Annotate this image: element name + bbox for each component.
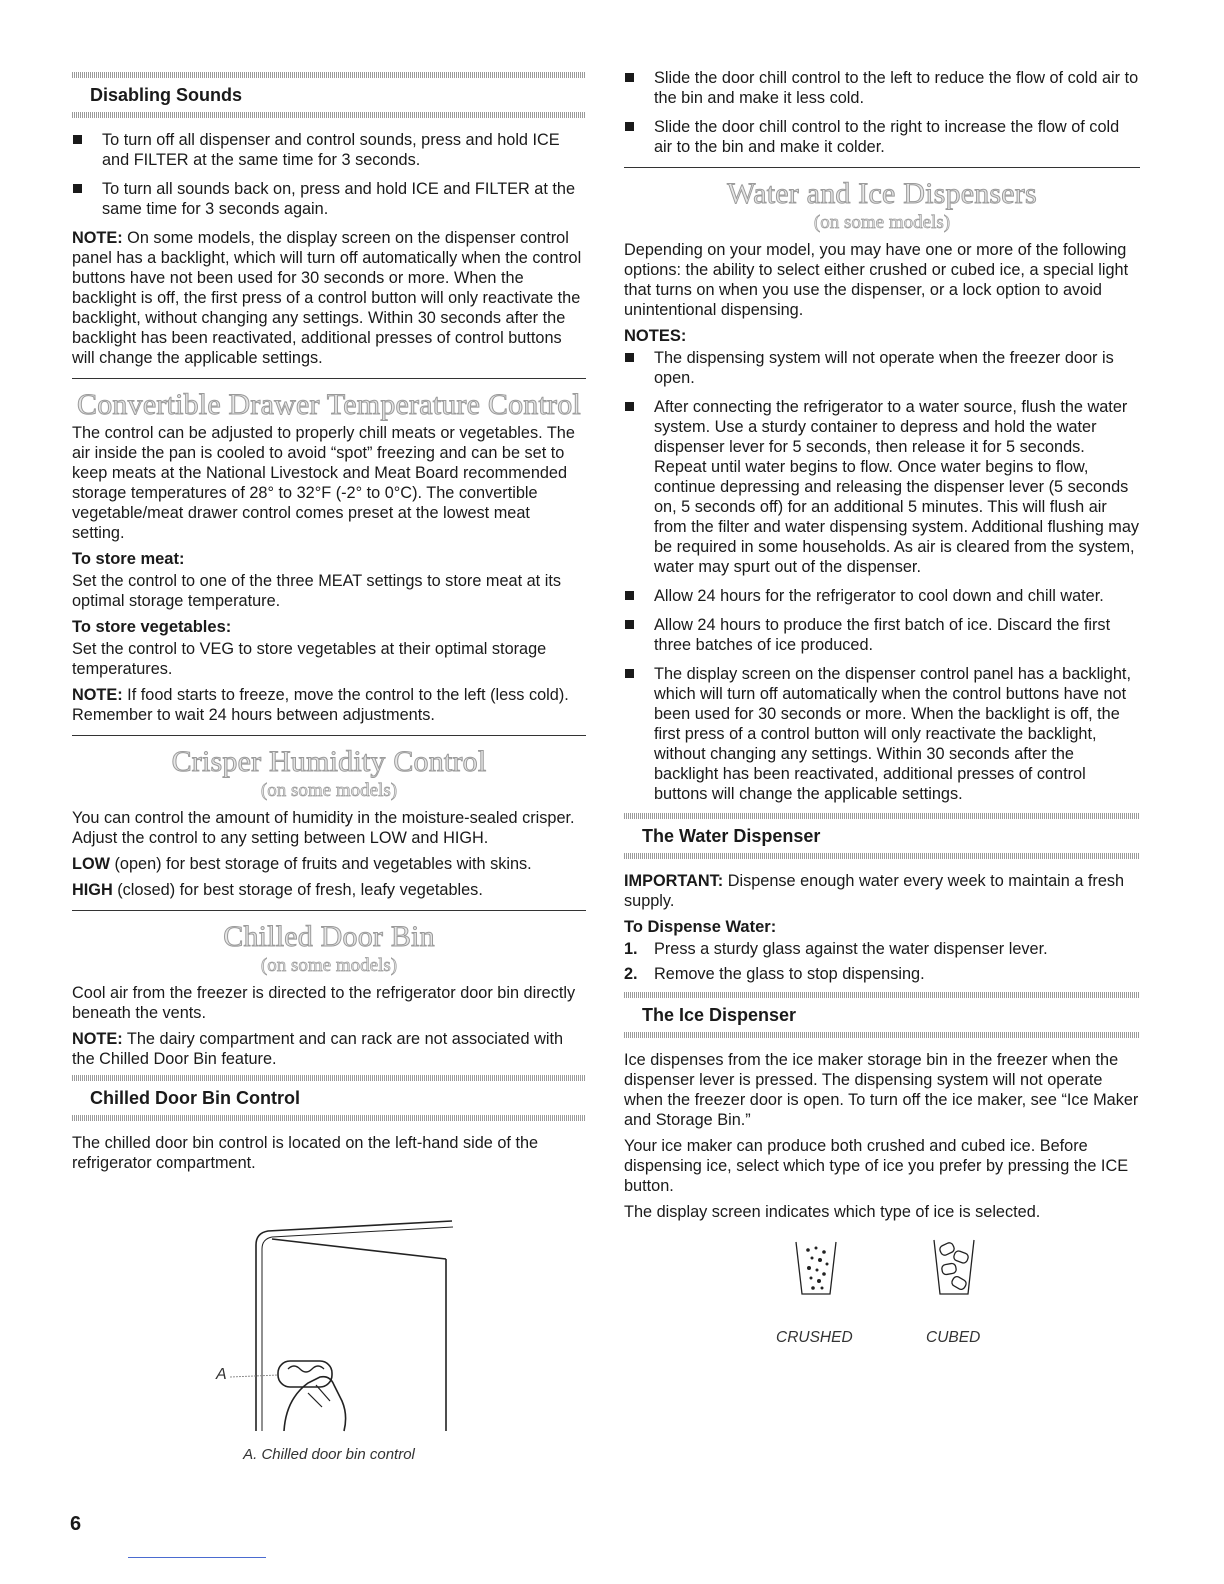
subheading: To store meat: — [72, 550, 185, 568]
paragraph: The display screen indicates which type of ice is selected. — [624, 1203, 1041, 1221]
paragraph: The control can be adjusted to properly chill meats or vegetables. The air inside the pan is cooled to avoid “spot” freezing and can be set to keep meats at the National Livestock and Meat Board recommended storage temperatures of 28° to 32°F (-2° to 0°C). The convertible vegetable/meat drawer control comes preset at the lowest meat setting. — [72, 424, 575, 542]
paragraph: Cool air from the freezer is directed to the refrigerator door bin directly beneath the vents. — [72, 984, 576, 1022]
disabling-sounds-section — [72, 72, 586, 118]
low-text: (open) for best storage of fruits and vegetables with skins. — [109, 855, 532, 873]
paragraph: Ice dispenses from the ice maker storage bin in the freezer when the dispenser lever is pressed. The dispensing system will not operate when the freezer door is open. To turn off the ice maker, see “Ice Maker and Storage Bin.” — [624, 1051, 1139, 1129]
section-title: Crisper Humidity Control — [171, 745, 487, 778]
section-subtitle: (on some models) — [813, 212, 951, 233]
hatch-rule — [72, 1115, 586, 1121]
paragraph — [72, 854, 586, 874]
note-paragraph — [72, 228, 586, 368]
list-item: Slide the door chill control to the left to reduce the flow of cold air to the bin and make it less cold. — [624, 68, 1140, 108]
section-heading: Disabling Sounds — [90, 85, 243, 105]
paragraph: Depending on your model, you may have one or more of the following options: the ability to select either crushed or cubed ice, a special light that turns on when you use the dispenser, or a lock option to avoid unintentional dispensing. — [624, 241, 1129, 319]
steps-list — [624, 939, 1140, 984]
bullet-list — [72, 130, 586, 219]
note-text: If food starts to freeze, move the control to the left (less cold). Remember to wait 24 hours between adjustments. — [72, 686, 569, 724]
note-paragraph — [72, 685, 586, 725]
note-paragraph — [72, 1029, 586, 1069]
notes-list — [624, 348, 1140, 804]
section-title: Convertible Drawer Temperature Control — [77, 388, 581, 421]
paragraph — [624, 871, 1140, 911]
right-column — [624, 68, 1140, 1346]
ice-cube-icon — [953, 1250, 970, 1264]
note-text: On some models, the display screen on the dispenser control panel has a backlight, which will turn off automatically when the control buttons have not been used for 30 seconds or more. When the backlight is off, the first press of a control button will only reactivate the backlight, without changing any settings. Within 30 seconds after the backlight has been reactivated, additional presses of control buttons will change the applicable settings. — [72, 229, 582, 367]
water-dispenser-section — [624, 813, 1140, 859]
section-heading: The Ice Dispenser — [642, 1005, 797, 1025]
section-heading: Chilled Door Bin Control — [90, 1088, 300, 1108]
cubed-label: CUBED — [926, 1329, 981, 1346]
door-inner-edge-line — [262, 1227, 453, 1431]
door-bin-illustration — [72, 1179, 586, 1439]
step-text: Press a sturdy glass against the water dispenser lever. — [654, 940, 1048, 958]
crushed-ice-glass-icon — [796, 1242, 836, 1294]
ice-dispenser-section — [624, 992, 1140, 1038]
ice-cube-icon — [939, 1242, 956, 1257]
step-text: Remove the glass to stop dispensing. — [654, 965, 925, 983]
note-label: NOTE: — [72, 1030, 123, 1048]
subheading: To store vegetables: — [72, 618, 232, 636]
section-divider — [624, 167, 1140, 168]
section-divider — [72, 378, 586, 379]
section-divider — [72, 735, 586, 736]
chilled-door-bin-control-section — [72, 1075, 586, 1121]
section-title: Water and Ice Dispensers — [727, 177, 1037, 210]
hatch-rule — [72, 112, 586, 118]
paragraph: You can control the amount of humidity in the moisture-sealed crisper. Adjust the control to any setting between LOW and HIGH. — [72, 809, 575, 847]
section-divider — [72, 910, 586, 911]
paragraph: The chilled door bin control is located on the left-hand side of the refrigerator compartment. — [72, 1134, 539, 1172]
bullet-list — [624, 68, 1140, 157]
paragraph: Your ice maker can produce both crushed and cubed ice. Before dispensing ice, select which type of ice you prefer by pressing the ICE button. — [624, 1137, 1129, 1195]
ice-cube-icon — [941, 1263, 957, 1275]
list-item: To turn off all dispenser and control sounds, press and hold ICE and FILTER at the same time for 3 seconds. — [72, 130, 586, 170]
section-subtitle: (on some models) — [260, 780, 398, 801]
ice-type-figure — [624, 1236, 1140, 1346]
control-ridges — [288, 1366, 324, 1372]
notes-heading: NOTES: — [624, 327, 687, 345]
list-item: After connecting the refrigerator to a water source, flush the water system. Use a sturdy container to depress and hold the water dispenser lever for 5 seconds, then release it for 5 seconds. Repeat until water begins to flow. Once water begins to flow, continue depressing and releasing the dispenser lever (5 seconds on, 5 seconds off) for an additional 5 minutes. This will flush air from the filter and water dispensing system. Additional flushing may be required in some households. As air is cleared from the system, water may spurt out of the dispenser. — [624, 397, 1140, 577]
chilled-door-bin-figure — [72, 1179, 586, 1469]
page-number: 6 — [70, 1513, 82, 1535]
ice-type-icons — [624, 1236, 1140, 1326]
paragraph: Set the control to one of the three MEAT settings to store meat at its optimal storage temperature. — [72, 572, 561, 610]
paragraph: Set the control to VEG to store vegetables at their optimal storage temperatures. — [72, 640, 547, 678]
figure-caption: A. Chilled door bin control — [243, 1446, 415, 1463]
list-item — [624, 939, 1140, 959]
high-text: (closed) for best storage of fresh, leafy vegetables. — [112, 881, 483, 899]
note-label: NOTE: — [72, 229, 123, 247]
paragraph — [72, 880, 586, 900]
high-label: HIGH — [72, 881, 113, 899]
hatch-rule — [624, 1032, 1140, 1038]
section-heading: The Water Dispenser — [642, 826, 821, 846]
door-edge-line — [256, 1221, 452, 1431]
list-item: Slide the door chill control to the right to increase the flow of cold air to the bin and make it colder. — [624, 117, 1140, 157]
crushed-ice-dots — [806, 1247, 828, 1290]
list-item: The display screen on the dispenser control panel has a backlight, which will turn off automatically when the control buttons have not been used for 30 seconds or more. When the backlight is off, the first press of a control button will only reactivate the backlight, without changing any settings. Within 30 seconds after the backlight has been reactivated, additional presses of control buttons will change the applicable settings. — [624, 664, 1140, 804]
important-label: IMPORTANT: — [624, 872, 724, 890]
section-title: Chilled Door Bin — [223, 920, 435, 953]
callout-label-a: A — [216, 1366, 227, 1383]
important-text: Dispense enough water every week to maintain a fresh supply. — [624, 872, 1125, 910]
list-item: Allow 24 hours for the refrigerator to cool down and chill water. — [624, 586, 1140, 606]
control-knob — [278, 1361, 332, 1387]
step-number: 1. — [624, 940, 638, 958]
hatch-rule — [624, 853, 1140, 859]
list-item: Allow 24 hours to produce the first batch of ice. Discard the first three batches of ice produced. — [624, 615, 1140, 655]
ice-cube-icon — [950, 1275, 967, 1291]
hand-fingers — [308, 1385, 330, 1407]
crushed-label: CRUSHED — [776, 1329, 853, 1346]
low-label: LOW — [72, 855, 110, 873]
subheading: To Dispense Water: — [624, 918, 777, 936]
hand-outline — [284, 1377, 346, 1431]
door-top-line — [272, 1239, 446, 1259]
callout-leader — [230, 1375, 278, 1377]
section-subtitle: (on some models) — [260, 955, 398, 976]
list-item — [624, 964, 1140, 984]
list-item: To turn all sounds back on, press and hold ICE and FILTER at the same time for 3 seconds again. — [72, 179, 586, 219]
note-text: The dairy compartment and can rack are not associated with the Chilled Door Bin feature. — [72, 1030, 564, 1068]
list-item: The dispensing system will not operate when the freezer door is open. — [624, 348, 1140, 388]
step-number: 2. — [624, 965, 638, 983]
footer-rule — [128, 1557, 266, 1558]
left-column — [72, 68, 586, 1469]
note-label: NOTE: — [72, 686, 123, 704]
